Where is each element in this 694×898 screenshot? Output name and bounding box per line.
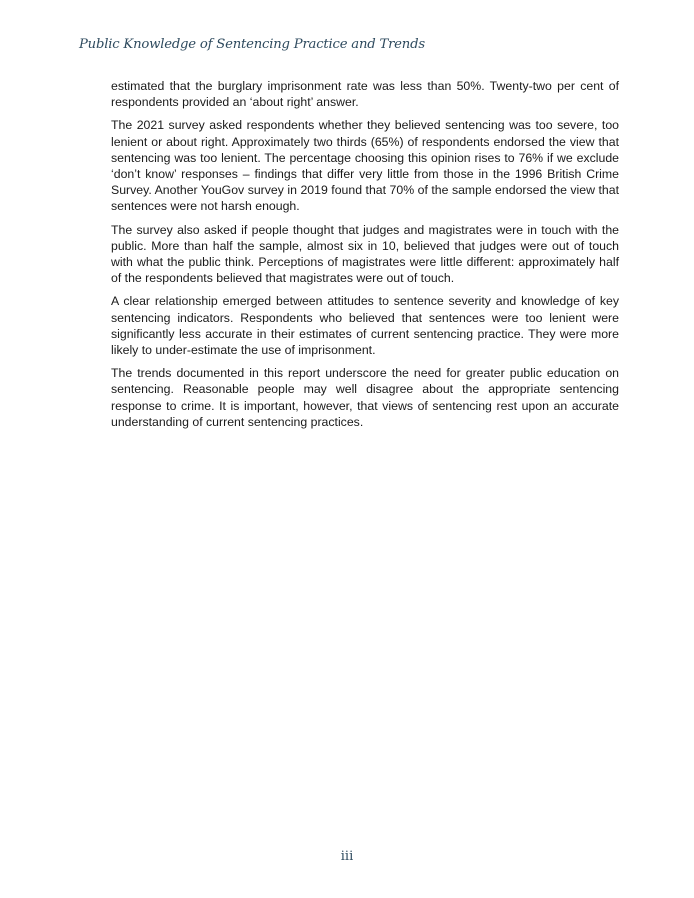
body-text bbox=[111, 78, 619, 437]
paragraph: estimated that the burglary imprisonment rate was less than 50%. Twenty-two per cent of respondents provided an ‘about right’ answer. bbox=[111, 79, 619, 110]
page-number: iii bbox=[340, 849, 354, 864]
paragraph: A clear relationship emerged between attitudes to sentence severity and knowledge of key sentencing indicators. Respondents who believed that sentences were too lenient were significantly less accurate in their estimates of current sentencing practice. They were more likely to under-estimate the use of imprisonment. bbox=[111, 294, 619, 358]
running-header: Public Knowledge of Sentencing Practice and Trends bbox=[79, 37, 425, 52]
paragraph: The 2021 survey asked respondents whether they believed sentencing was too severe, too lenient or about right. Approximately two thirds (65%) of respondents endorsed the view that sentencing was too lenient. The percentage choosing this opinion rises to 76% if we exclude ‘don’t know’ responses – findings that differ very little from those in the 1996 British Crime Survey. Another YouGov survey in 2019 found that 70% of the sample endorsed the view that sentences were not harsh enough. bbox=[111, 118, 619, 214]
paragraph: The trends documented in this report underscore the need for greater public education on sentencing. Reasonable people may well disagree about the appropriate sentencing response to crime. It is important, however, that views of sentencing rest upon an accurate understanding of current sentencing practices. bbox=[111, 366, 619, 429]
paragraph: The survey also asked if people thought that judges and magistrates were in touch with the public. More than half the sample, almost six in 10, believed that judges were out of touch with what the public think. Perceptions of magistrates were little different: approximately half of the respondents believed that magistrates were out of touch. bbox=[111, 222, 619, 286]
